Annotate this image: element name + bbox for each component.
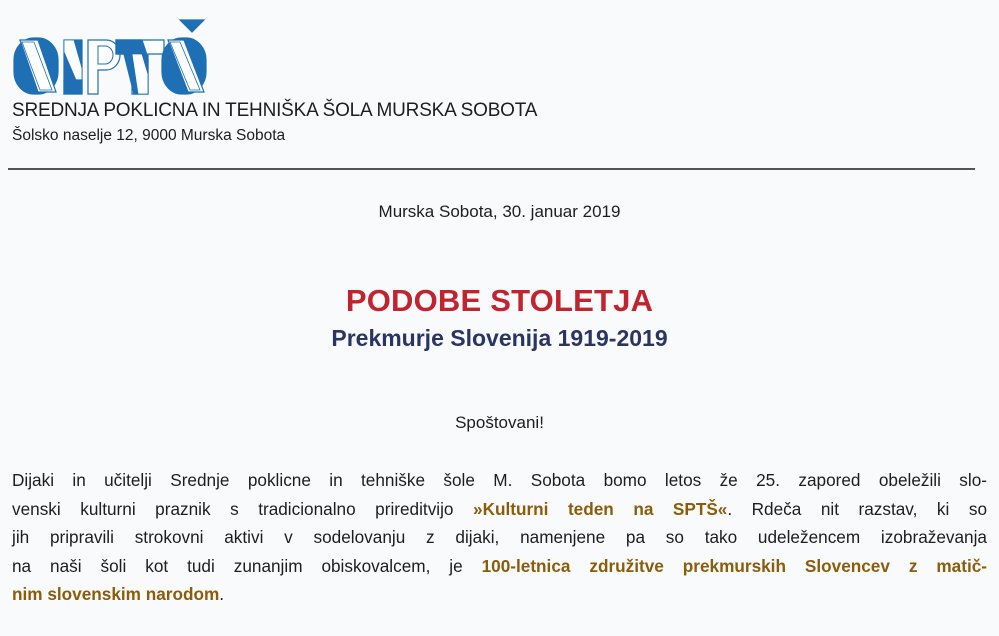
text-segment: . Rdeča nit razstav, ki so [727, 498, 987, 519]
paragraph-line [12, 552, 987, 581]
document-title: PODOBE STOLETJA [345, 283, 654, 318]
paragraph-line [12, 523, 987, 552]
document-subtitle: Prekmurje Slovenija 1919-2019 [331, 325, 668, 351]
paragraph-line [12, 580, 987, 609]
paragraph-line [12, 495, 987, 524]
highlight-anniversary: 100-letnica združitve prekmurskih Slovencev z matič- [481, 555, 987, 576]
highlight-event-name: »Kulturni teden na SPTŠ« [473, 498, 728, 519]
sptš-logo-icon [12, 18, 208, 96]
letterhead-divider [8, 168, 975, 170]
text-segment: venski kulturni praznik s tradicionalno prireditvijo [12, 498, 474, 519]
text-segment: Dijaki in učitelji Srednje poklicne in tehniške šole M. Sobota bomo letos že 25. zapored obeležili slo- [12, 470, 987, 490]
school-logo [12, 18, 208, 96]
school-name: SREDNJA POKLICNA IN TEHNIŠKA ŠOLA MURSKA SOBOTA [12, 100, 538, 121]
text-segment: jih pripravili strokovni aktivi v sodelovanju z dijaki, namenjene pa so tako udeležencem izobraževanja [12, 527, 987, 547]
school-address: Šolsko naselje 12, 9000 Murska Sobota [12, 127, 286, 144]
paragraph-line [12, 466, 987, 495]
date-line: Murska Sobota, 30. januar 2019 [378, 202, 621, 221]
greeting: Spoštovani! [455, 413, 544, 432]
text-segment: na naši šoli kot tudi zunanjim obiskovalcem, je [12, 555, 482, 576]
text-segment: . [219, 584, 225, 604]
highlight-anniversary-cont: nim slovenskim narodom [12, 584, 220, 604]
body-paragraph [12, 466, 987, 609]
